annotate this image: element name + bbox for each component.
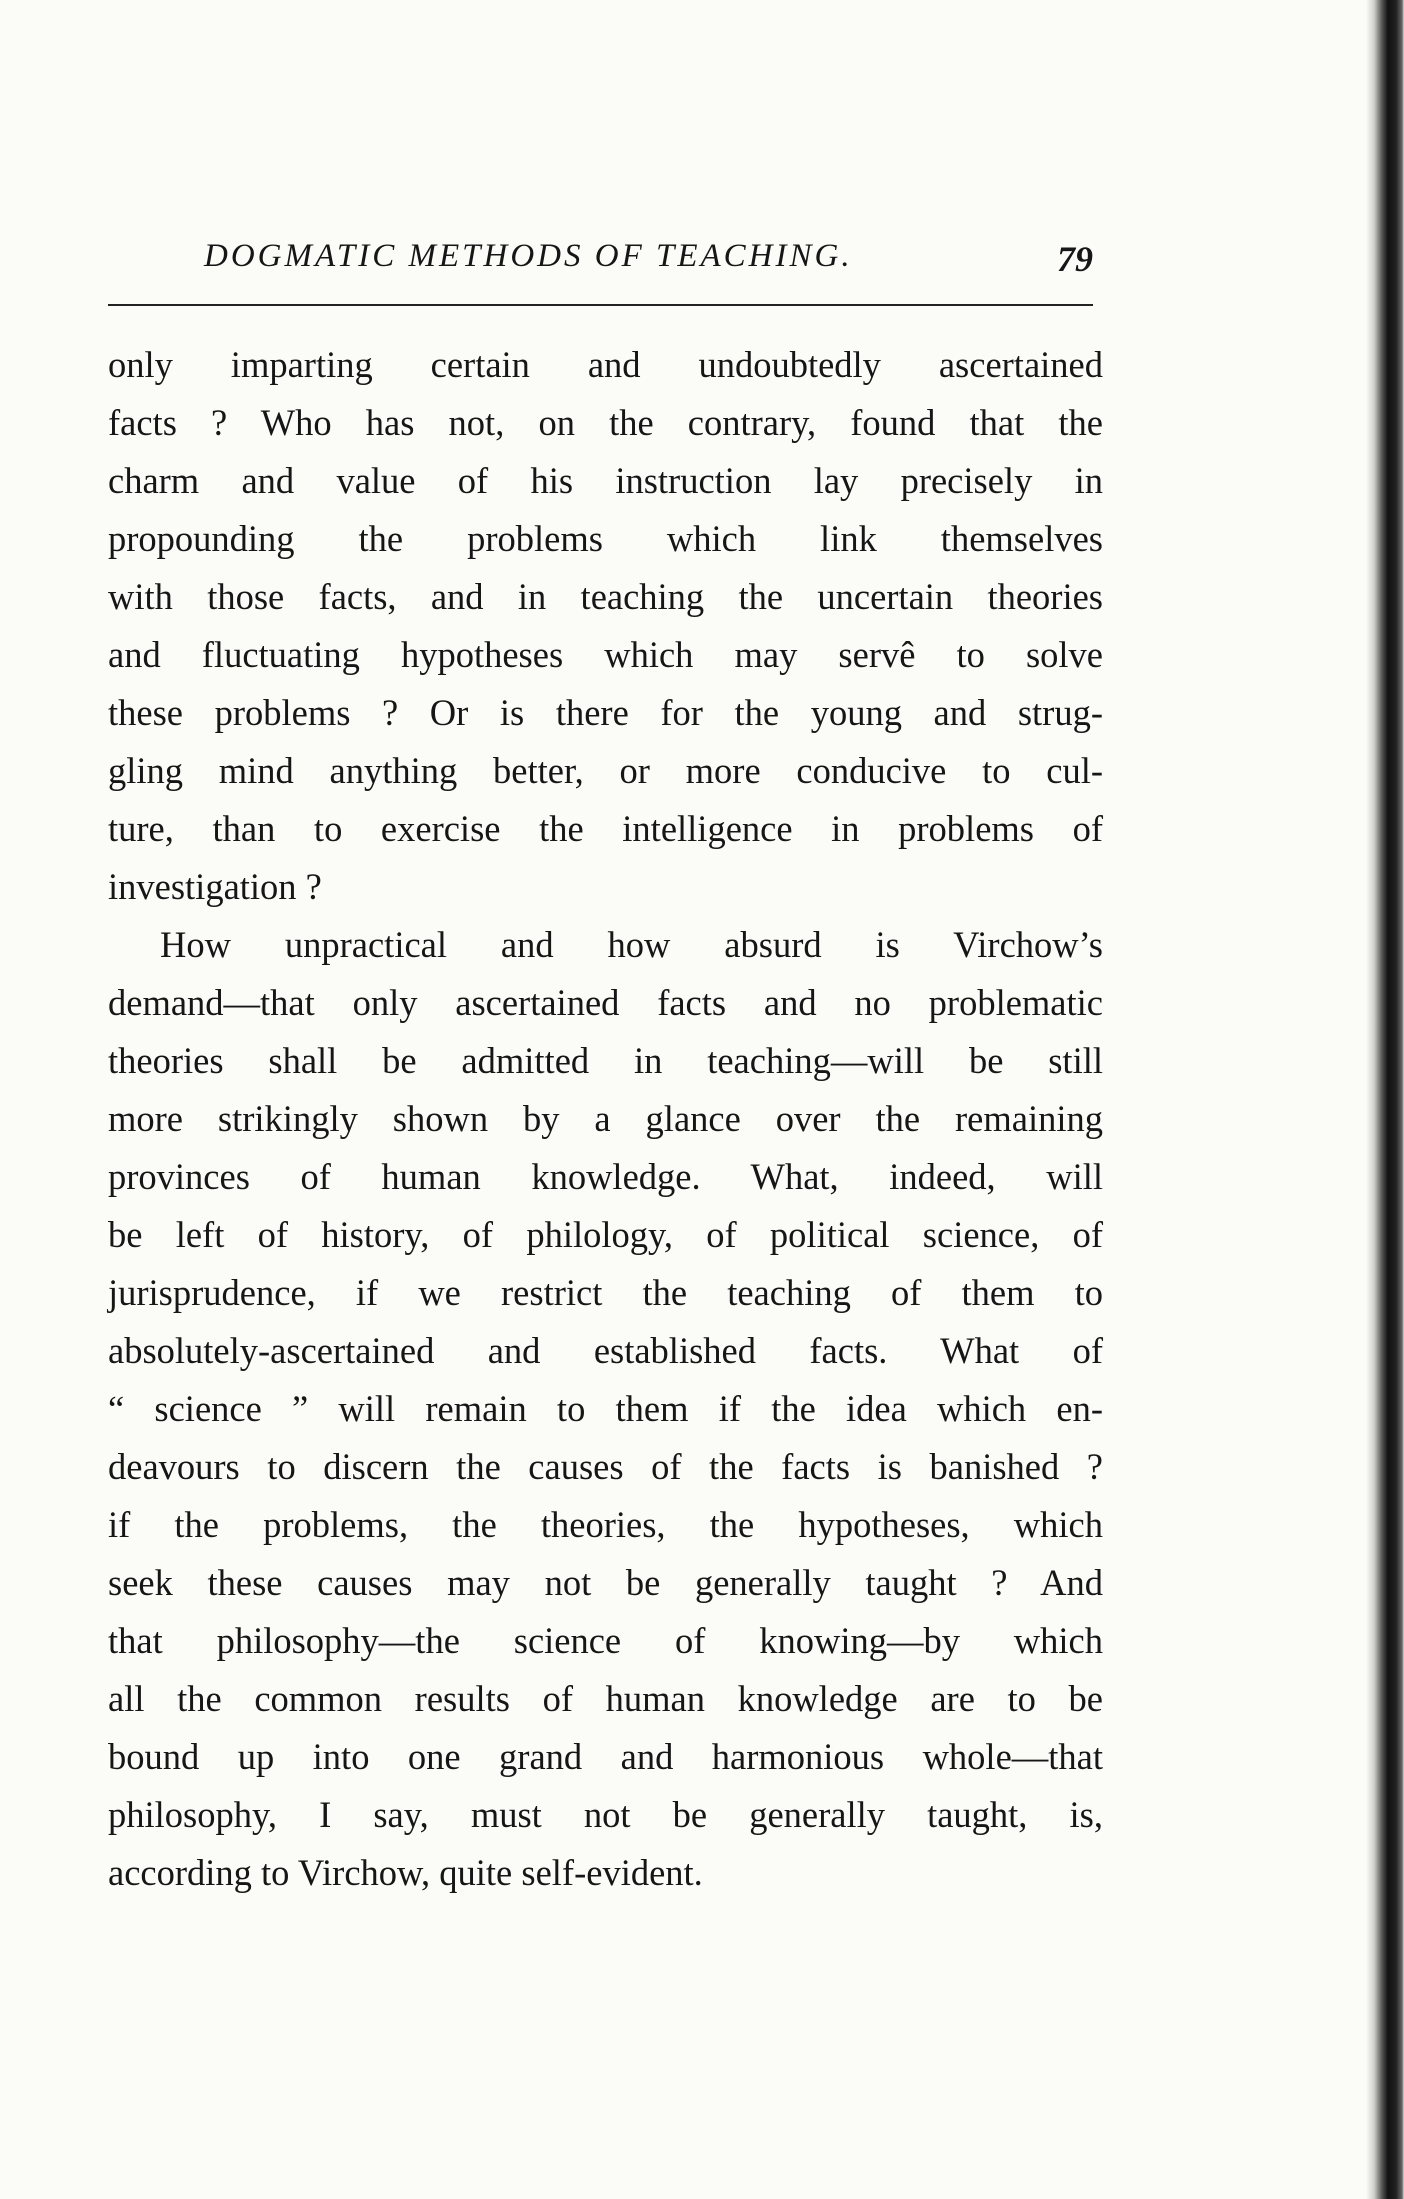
body-text [108, 336, 1103, 1902]
text-line: more strikingly shown by a glance over the remaining [108, 1098, 1103, 1139]
text-line: deavours to discern the causes of the facts is banished ? [108, 1446, 1103, 1487]
text-line: with those facts, and in teaching the uncertain theories [108, 576, 1103, 617]
text-line: gling mind anything better, or more conducive to cul- [108, 750, 1103, 791]
text-line: demand—that only ascertained facts and no problematic [108, 982, 1103, 1023]
text-line: propounding the problems which link themselves [108, 518, 1103, 559]
page-number: 79 [1057, 239, 1093, 279]
text-line: “ science ” will remain to them if the idea which en- [108, 1388, 1103, 1429]
text-line: theories shall be admitted in teaching—will be still [108, 1040, 1103, 1081]
running-head-title: DOGMATIC METHODS OF TEACHING. [204, 238, 853, 274]
text-line: and fluctuating hypotheses which may servê to solve [108, 634, 1103, 675]
text-line: only imparting certain and undoubtedly ascertained [108, 344, 1103, 385]
text-line: jurisprudence, if we restrict the teaching of them to [108, 1272, 1103, 1313]
paragraph-1 [108, 336, 1103, 916]
running-head [108, 238, 1093, 288]
text-line: according to Virchow, quite self-evident. [108, 1852, 703, 1893]
text-line: philosophy, I say, must not be generally taught, is, [108, 1794, 1103, 1835]
text-line: facts ? Who has not, on the contrary, found that the [108, 402, 1103, 443]
text-line: ture, than to exercise the intelligence in problems of [108, 808, 1103, 849]
text-line: bound up into one grand and harmonious whole—that [108, 1736, 1103, 1777]
text-line: investigation ? [108, 866, 322, 907]
text-line: all the common results of human knowledge are to be [108, 1678, 1103, 1719]
text-line: absolutely-ascertained and established facts. What of [108, 1330, 1103, 1371]
text-line: How unpractical and how absurd is Virchow’s [160, 924, 1103, 965]
text-line: charm and value of his instruction lay precisely in [108, 460, 1103, 501]
text-line: if the problems, the theories, the hypotheses, which [108, 1504, 1103, 1545]
binding-edge [1366, 0, 1404, 2199]
text-line: these problems ? Or is there for the young and strug- [108, 692, 1103, 733]
text-line: seek these causes may not be generally taught ? And [108, 1562, 1103, 1603]
header-rule [108, 304, 1093, 306]
text-line: that philosophy—the science of knowing—by which [108, 1620, 1103, 1661]
paragraph-2 [108, 916, 1103, 1902]
text-line: provinces of human knowledge. What, indeed, will [108, 1156, 1103, 1197]
text-line: be left of history, of philology, of political science, of [108, 1214, 1103, 1255]
